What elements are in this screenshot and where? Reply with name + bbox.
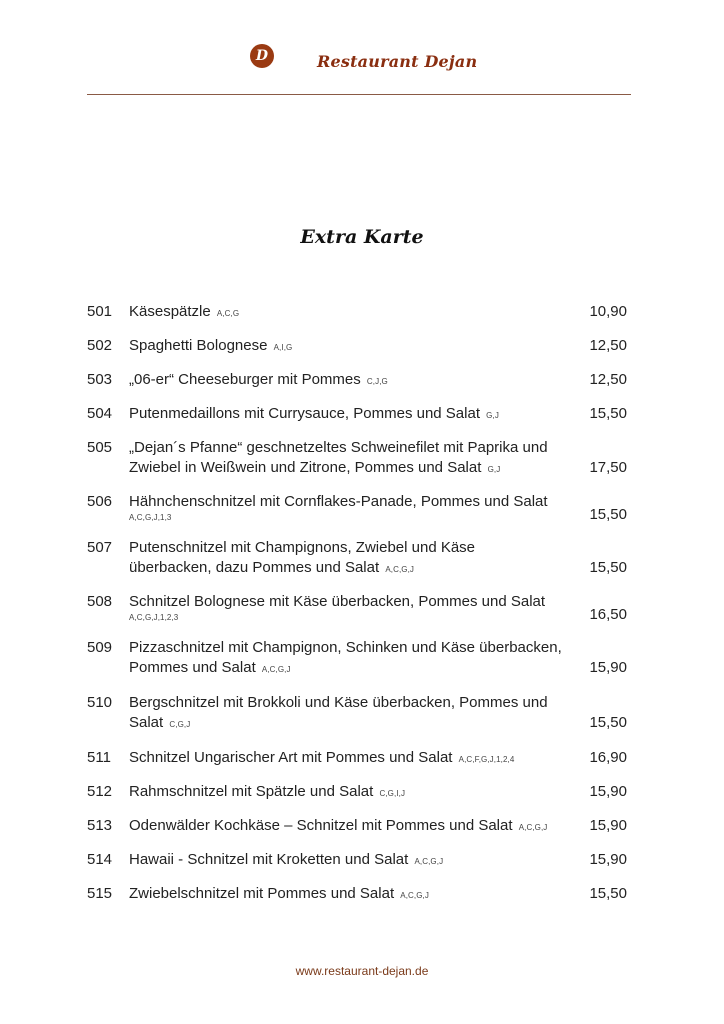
item-description — [129, 370, 569, 392]
item-text: Zwiebelschnitzel mit Pommes und Salat — [129, 885, 395, 902]
allergen-codes: G,J — [487, 465, 501, 474]
item-number: 511 — [87, 749, 111, 766]
item-text: Putenschnitzel mit Champignons, Zwiebel und Käse — [129, 539, 476, 556]
header-divider — [87, 94, 631, 95]
item-description — [129, 884, 569, 906]
item-description — [129, 850, 569, 872]
item-text: „Dejan´s Pfanne“ geschnetzeltes Schweinefilet mit Paprika und — [129, 439, 548, 456]
item-text: Zwiebel in Weißwein und Zitrone, Pommes und Salat — [129, 459, 482, 476]
allergen-codes: C,J,G — [366, 377, 388, 386]
item-text: Schnitzel Ungarischer Art mit Pommes und Salat — [129, 749, 453, 766]
item-price: 15,50 — [589, 885, 627, 902]
item-number: 505 — [87, 439, 113, 456]
item-description — [129, 302, 569, 324]
allergen-codes: A,C,G,J — [261, 665, 291, 674]
item-description — [129, 438, 569, 480]
item-text: Pommes und Salat — [129, 659, 256, 676]
item-number: 512 — [87, 783, 113, 800]
item-description — [129, 748, 569, 770]
website-link[interactable]: www.restaurant-dejan.de — [295, 964, 429, 978]
item-price: 10,90 — [589, 303, 627, 320]
item-number: 506 — [87, 493, 113, 510]
item-price: 16,90 — [589, 749, 627, 766]
item-price: 12,50 — [589, 337, 627, 354]
menu-title: Extra Karte — [300, 226, 424, 248]
item-number: 510 — [87, 694, 113, 711]
item-description — [129, 592, 569, 624]
item-number: 501 — [87, 303, 113, 320]
item-price: 15,90 — [589, 817, 627, 834]
item-description — [129, 782, 569, 804]
item-text: überbacken, dazu Pommes und Salat — [129, 559, 380, 576]
page-header — [0, 0, 724, 100]
allergen-codes: A,C,G,J,1,2,3 — [129, 613, 179, 622]
item-description — [129, 492, 569, 524]
restaurant-logo-icon: D — [250, 44, 274, 68]
allergen-codes: C,G,I,J — [379, 789, 406, 798]
item-price: 15,50 — [589, 714, 627, 731]
item-text: Hähnchenschnitzel mit Cornflakes-Panade, Pommes und Salat — [129, 493, 548, 510]
restaurant-name: Restaurant Dejan — [317, 52, 478, 71]
allergen-codes: G,J — [486, 411, 499, 420]
item-number: 504 — [87, 405, 113, 422]
item-description — [129, 538, 569, 580]
allergen-codes: A,C,G — [216, 309, 240, 318]
item-number: 503 — [87, 371, 113, 388]
allergen-codes: A,C,G,J — [518, 823, 548, 832]
item-text: „06-er“ Cheeseburger mit Pommes — [129, 371, 361, 388]
item-text: Bergschnitzel mit Brokkoli und Käse überbacken, Pommes und — [129, 694, 548, 711]
item-price: 17,50 — [589, 459, 627, 476]
item-description — [129, 638, 569, 680]
item-number: 508 — [87, 593, 113, 610]
item-number: 502 — [87, 337, 113, 354]
item-text: Pizzaschnitzel mit Champignon, Schinken und Käse überbacken, — [129, 639, 562, 656]
item-description — [129, 816, 569, 838]
item-price: 12,50 — [589, 371, 627, 388]
item-description — [129, 336, 569, 358]
item-number: 513 — [87, 817, 113, 834]
item-description — [129, 693, 569, 735]
item-number: 509 — [87, 639, 113, 656]
item-text: Putenmedaillons mit Currysauce, Pommes und Salat — [129, 405, 480, 422]
item-price: 15,90 — [589, 659, 627, 676]
allergen-codes: C,G,J — [169, 720, 191, 729]
item-text: Spaghetti Bolognese — [129, 337, 268, 354]
item-price: 15,90 — [589, 783, 627, 800]
item-number: 507 — [87, 539, 113, 556]
item-number: 515 — [87, 885, 113, 902]
item-price: 15,50 — [589, 506, 627, 523]
item-text: Schnitzel Bolognese mit Käse überbacken, Pommes und Salat — [129, 593, 546, 610]
item-text: Odenwälder Kochkäse – Schnitzel mit Pommes und Salat — [129, 817, 513, 834]
allergen-codes: A,C,F,G,J,1,2,4 — [458, 755, 515, 764]
allergen-codes: A,C,G,J,1,3 — [129, 513, 172, 522]
allergen-codes: A,C,G,J — [385, 565, 415, 574]
item-number: 514 — [87, 851, 113, 868]
item-text: Rahmschnitzel mit Spätzle und Salat — [129, 783, 374, 800]
item-description — [129, 404, 569, 426]
item-text: Salat — [129, 714, 164, 731]
allergen-codes: A,I,G — [273, 343, 293, 352]
item-price: 15,50 — [589, 559, 627, 576]
item-price: 15,90 — [589, 851, 627, 868]
item-text: Hawaii - Schnitzel mit Kroketten und Salat — [129, 851, 409, 868]
item-text: Käsespätzle — [129, 303, 211, 320]
item-price: 16,50 — [589, 606, 627, 623]
item-price: 15,50 — [589, 405, 627, 422]
allergen-codes: A,C,G,J — [414, 857, 444, 866]
allergen-codes: A,C,G,J — [400, 891, 429, 900]
